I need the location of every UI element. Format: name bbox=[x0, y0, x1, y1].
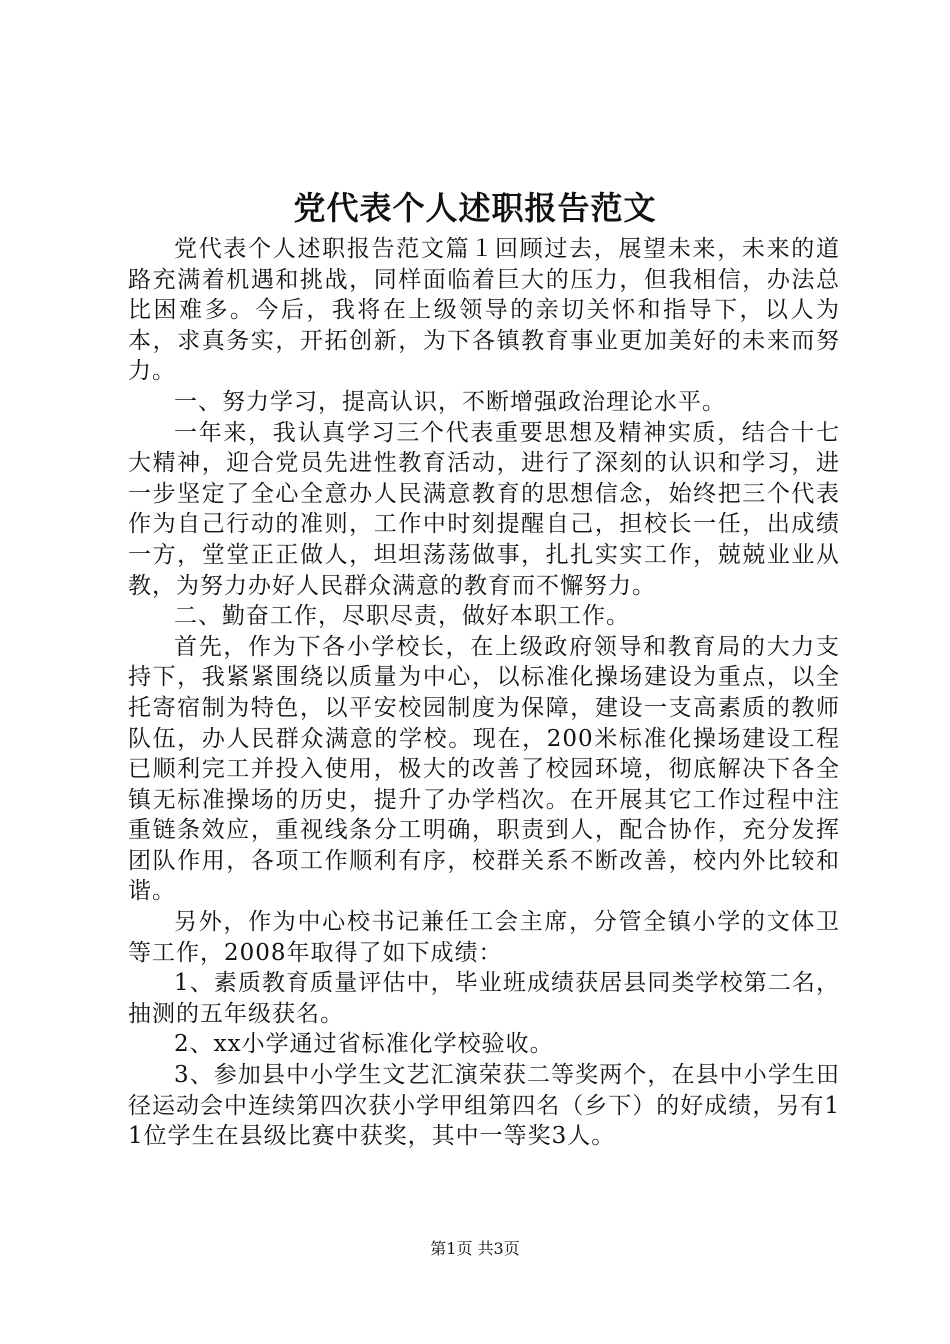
document-body bbox=[128, 234, 840, 1152]
list-item-achievement-1: 1、素质教育质量评估中，毕业班成绩获居县同类学校第二名，抽测的五年级获名。 bbox=[128, 970, 840, 1027]
paragraph-intro: 党代表个人述职报告范文篇１回顾过去，展望未来，未来的道路充满着机遇和挑战，同样面临着巨大的压力，但我相信，办法总比困难多。今后，我将在上级领导的亲切关怀和指导下，以人为本，求真务实，开拓创新，为下各镇教育事业更加美好的未来而努力。 bbox=[128, 236, 840, 385]
section-heading-2: 二、勤奋工作，尽职尽责，做好本职工作。 bbox=[174, 603, 630, 630]
section-heading-1: 一、努力学习，提高认识，不断增强政治理论水平。 bbox=[174, 388, 726, 415]
page-footer: 第1页 共3页 bbox=[430, 1239, 520, 1258]
paragraph-work: 首先，作为下各小学校长，在上级政府领导和教育局的大力支持下，我紧紧围绕以质量为中心，以标准化操场建设为重点，以全托寄宿制为特色，以平安校园制度为保障，建设一支高素质的教师队伍，办人民群众满意的学校。现在，200米标准化操场建设工程已顺利完工并投入使用，极大的改善了校园环境，彻底解决下各全镇无标准操场的历史，提升了办学档次。在开展其它工作过程中注重链条效应，重视线条分工明确，职责到人，配合协作，充分发挥团队作用，各项工作顺利有序，校群关系不断改善，校内外比较和谐。 bbox=[128, 633, 840, 905]
document-title: 党代表个人述职报告范文 bbox=[293, 189, 657, 227]
list-item-achievement-2: 2、xx小学通过省标准化学校验收。 bbox=[174, 1031, 554, 1058]
paragraph-achievements-intro: 另外，作为中心校书记兼任工会主席，分管全镇小学的文体卫等工作，2008年取得了如下成绩： bbox=[128, 909, 840, 966]
list-item-achievement-3: 3、参加县中小学生文艺汇演荣获二等奖两个，在县中小学生田径运动会中连续第四次获小学甲组第四名（乡下）的好成绩，另有11位学生在县级比赛中获奖，其中一等奖3人。 bbox=[128, 1062, 840, 1150]
paragraph-study: 一年来，我认真学习三个代表重要思想及精神实质，结合十七大精神，迎合党员先进性教育活动，进行了深刻的认识和学习，进一步坚定了全心全意办人民满意教育的思想信念，始终把三个代表作为自己行动的准则，工作中时刻提醒自己，担校长一任，出成绩一方，堂堂正正做人，坦坦荡荡做事，扎扎实实工作，兢兢业业从教，为努力办好人民群众满意的教育而不懈努力。 bbox=[128, 419, 840, 599]
